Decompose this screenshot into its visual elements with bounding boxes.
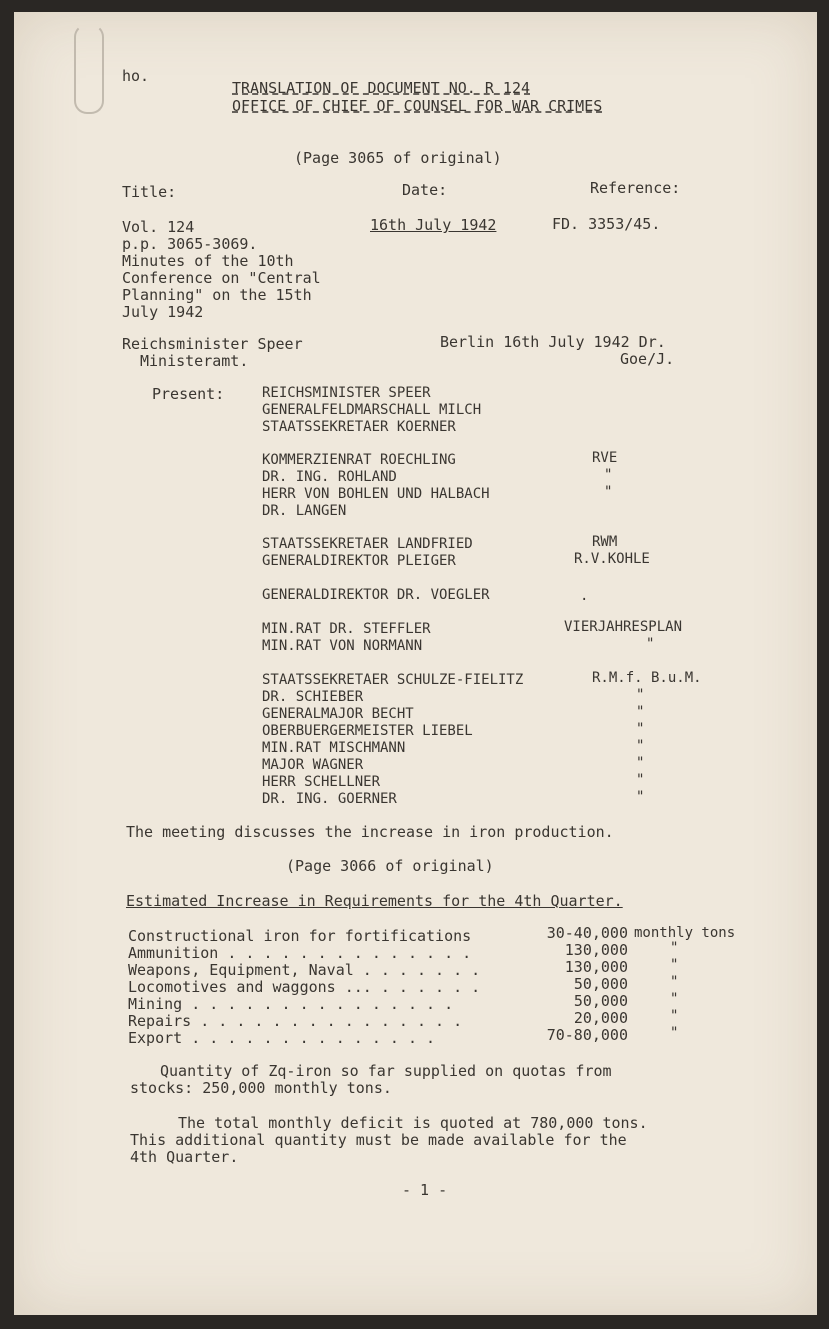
page-number: - 1 -	[402, 1181, 448, 1199]
attendee-org: VIERJAHRESPLAN	[564, 619, 683, 635]
attendee-name: REICHSMINISTER SPEER	[262, 385, 431, 401]
date-value: 16th July 1942	[370, 216, 497, 234]
attendee-name: DR. SCHIEBER	[262, 689, 364, 705]
dot-leader: . . . . . . . . . . . . . .	[182, 1029, 436, 1047]
requirement-item: Export	[128, 1029, 183, 1047]
requirement-item: Constructional iron for fortifications	[128, 927, 472, 945]
sender-initials: Goe/J.	[620, 350, 675, 368]
ditto-mark: "	[670, 1025, 679, 1041]
sender-line-2: Ministeramt.	[140, 352, 249, 370]
dot-leader: . . . . . . .	[353, 961, 481, 979]
reference-label: Reference:	[590, 179, 681, 197]
title-line: Planning" on the 15th	[122, 286, 312, 304]
attendee-name: HERR SCHELLNER	[262, 774, 381, 790]
paperclip-mark-icon	[74, 24, 104, 114]
sender-line-1: Reichsminister Speer	[122, 335, 303, 353]
ditto-mark: "	[636, 772, 645, 788]
ditto-mark: "	[636, 687, 645, 703]
attendee-name: GENERALMAJOR BECHT	[262, 706, 414, 722]
title-label: Title:	[122, 183, 177, 201]
requirement-item: Mining	[128, 995, 183, 1013]
paragraph-line: stocks: 250,000 monthly tons.	[130, 1079, 392, 1097]
attendee-name: KOMMERZIENRAT ROECHLING	[262, 452, 456, 468]
dot-leader: . . . . . . . . . . . . . . .	[191, 1012, 463, 1030]
requirement-item: Weapons, Equipment, Naval	[128, 961, 354, 979]
document-page	[14, 12, 817, 1315]
attendee-org: .	[580, 588, 589, 604]
requirement-item: Ammunition	[128, 944, 219, 962]
requirement-item: Repairs	[128, 1012, 192, 1030]
ditto-mark: "	[636, 704, 645, 720]
reference-value: FD. 3353/45.	[552, 215, 661, 233]
dot-leader: . . . . . . . . . . . . . .	[218, 944, 472, 962]
attendee-org: R.V.KOHLE	[574, 551, 650, 567]
attendee-name: OBERBUERGERMEISTER LIEBEL	[262, 723, 473, 739]
attendee-org: R.M.f. B.u.M.	[592, 670, 702, 686]
attendee-name: DR. ING. GOERNER	[262, 791, 397, 807]
ditto-mark: "	[604, 484, 613, 500]
title-line: p.p. 3065-3069.	[122, 235, 258, 253]
requirement-item: Locomotives and waggons	[128, 978, 336, 996]
title-line: Conference on "Central	[122, 269, 321, 287]
attendee-name: DR. ING. ROHLAND	[262, 469, 397, 485]
header-line-1: TRANSLATION OF DOCUMENT NO. R 124	[232, 79, 531, 97]
ditto-mark: "	[636, 738, 645, 754]
attendee-name: STAATSSEKRETAER LANDFRIED	[262, 536, 473, 552]
attendee-name: HERR VON BOHLEN UND HALBACH	[262, 486, 490, 502]
attendee-name: STAATSSEKRETAER KOERNER	[262, 419, 456, 435]
ditto-mark: "	[636, 789, 645, 805]
ditto-mark: "	[636, 755, 645, 771]
dot-leader: ... . . . . . .	[335, 978, 481, 996]
attendee-name: GENERALDIREKTOR DR. VOEGLER	[262, 587, 490, 603]
requirement-qty: 50,000	[573, 975, 628, 993]
ditto-mark: "	[636, 721, 645, 737]
attendee-name: MIN.RAT VON NORMANN	[262, 638, 423, 654]
attendee-name: DR. LANGEN	[262, 503, 347, 519]
title-line: Vol. 124	[122, 218, 195, 236]
attendee-name: MIN.RAT MISCHMANN	[262, 740, 406, 756]
requirement-qty: 130,000	[564, 958, 628, 976]
attendee-org: RVE	[592, 450, 618, 466]
meeting-text: The meeting discusses the increase in iron production.	[126, 823, 614, 841]
ditto-mark: "	[670, 957, 679, 973]
requirement-qty: 50,000	[573, 992, 628, 1010]
requirement-unit: monthly tons	[634, 925, 736, 941]
present-label: Present:	[152, 385, 225, 403]
attendee-org: RWM	[592, 534, 618, 550]
paragraph-line: This additional quantity must be made available for the	[130, 1131, 627, 1149]
ditto-mark: "	[670, 991, 679, 1007]
date-label: Date:	[402, 181, 448, 199]
ditto-mark: "	[646, 636, 655, 652]
title-line: Minutes of the 10th	[122, 252, 294, 270]
title-line: July 1942	[122, 303, 204, 321]
section-heading: Estimated Increase in Requirements for the 4th Quarter.	[126, 892, 623, 910]
ditto-mark: "	[670, 974, 679, 990]
paragraph-line: 4th Quarter.	[130, 1148, 239, 1166]
attendee-name: GENERALFELDMARSCHALL MILCH	[262, 402, 482, 418]
paragraph-line: The total monthly deficit is quoted at 780,000 tons.	[178, 1114, 648, 1132]
attendee-name: STAATSSEKRETAER SCHULZE-FIELITZ	[262, 672, 524, 688]
page-ref-3065: (Page 3065 of original)	[294, 149, 502, 167]
attendee-name: MAJOR WAGNER	[262, 757, 364, 773]
sender-place-date: Berlin 16th July 1942 Dr.	[440, 333, 666, 351]
ditto-mark: "	[670, 940, 679, 956]
ditto-mark: "	[604, 467, 613, 483]
page-ref-3066: (Page 3066 of original)	[286, 857, 494, 875]
paragraph-line: Quantity of Zq-iron so far supplied on quotas from	[160, 1062, 612, 1080]
requirement-qty: 30-40,000	[546, 924, 628, 942]
attendee-name: MIN.RAT DR. STEFFLER	[262, 621, 431, 637]
dot-leader: . . . . . . . . . . . . . . .	[182, 995, 454, 1013]
corner-mark: ho.	[122, 67, 150, 85]
requirement-qty: 20,000	[573, 1009, 628, 1027]
ditto-mark: "	[670, 1008, 679, 1024]
requirement-qty: 130,000	[564, 941, 628, 959]
header-line-2: OFFICE OF CHIEF OF COUNSEL FOR WAR CRIMES	[232, 97, 603, 115]
requirement-qty: 70-80,000	[546, 1026, 628, 1044]
attendee-name: GENERALDIREKTOR PLEIGER	[262, 553, 456, 569]
